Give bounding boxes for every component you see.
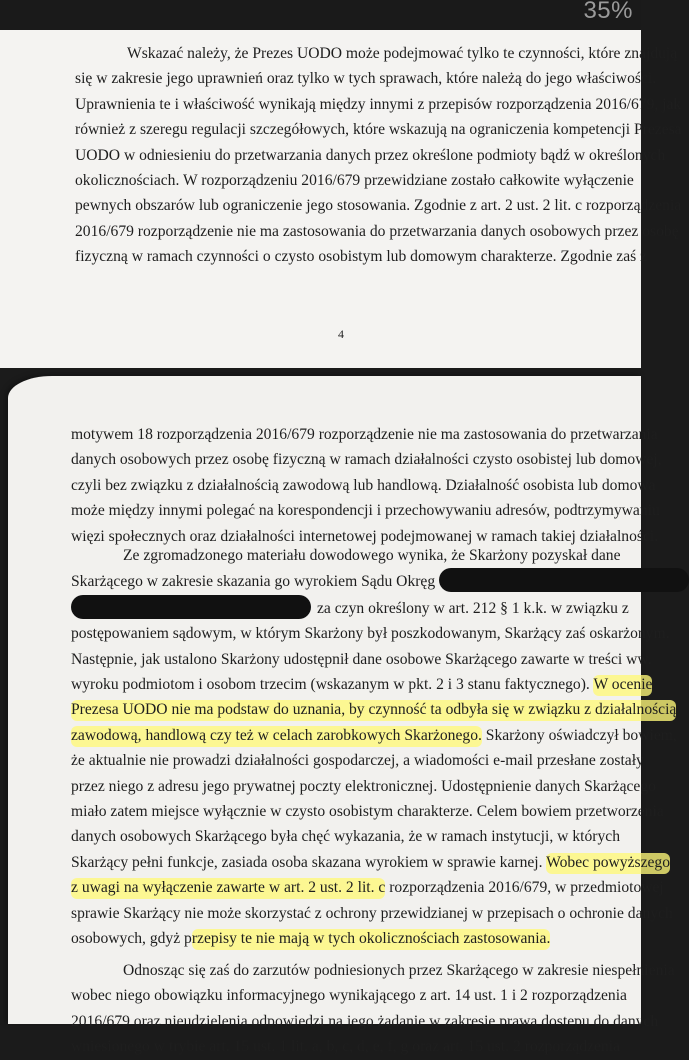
text-segment: rozporządzenia 2016/679, w przedmiotowej [385,879,664,897]
text-line [71,926,620,951]
paragraph-3 [71,958,675,1060]
text-line: więzi społecznych oraz działalności internetowej podejmowanej w ramach takiej działalności. [71,527,659,545]
text-line: 2016/679 rozporządzenie nie ma zastosowania do przetwarzania danych osobowych przez osobę [75,222,679,240]
text-segment: wyroku podmiotom i osobom trzecim (wskazanym w pkt. 2 i 3 stanu faktycznego). [71,676,594,694]
text-line: również z szeregu regulacji szczegółowych, które wskazują na ograniczenia kompetencji Prezesa [75,121,682,139]
highlighted-text: Prezesa UODO nie ma podstaw do uznania, by czynność ta odbyła się w związku z działalnością [71,700,676,721]
document-page-top [0,30,682,368]
text-line: UODO w odniesieniu do przetwarzania danych przez określone podmioty bądź w określonych [75,146,666,164]
text-segment: Skarżony oświadczył bowiem, [481,726,677,744]
paragraph-2 [71,543,677,952]
redaction-mark [71,595,311,619]
text-segment: Skarżącego w zakresie skazania go wyrokiem Sądu Okręg [71,573,436,591]
text-line: okolicznościach. W rozporządzeniu 2016/679 przewidziane zostało całkowite wyłączenie [75,172,634,190]
text-line: 2016/679 oraz nieudzielenia odpowiedzi na jego żądanie w zakresie prawa dostępu do danych [71,1012,659,1030]
status-bar [0,0,641,30]
text-line: postępowaniem sądowym, w którym Skarżony był poszkodowanym, Skarżący zaś oskarżonym. [71,625,670,643]
text-line: danych osobowych przez osobę fizyczną w ramach działalności czysto osobistej lub domowej, [71,451,662,469]
text-line: wobec niego obowiązku informacyjnego wynikającego z art. 14 ust. 1 i 2 rozporządzenia [71,987,627,1005]
paragraph-1 [71,422,662,549]
paragraph-top [75,41,682,270]
text-line: fizyczną w ramach czynności o czysto osobistym lub domowym charakterze. Zgodnie zaś z [75,248,648,266]
document-page-bottom [8,376,677,1056]
redaction-mark [439,568,689,592]
text-line: przez niego z adresu jego prywatnej poczty elektronicznej. Udostępnienie danych Skarżącego [71,777,656,795]
text-line: Odnosząc się zaś do zarzutów podniesionych przez Skarżącego w zakresie niespełnienia [123,962,675,979]
text-line: wniesionego w trybie art. 15 ust. 1 lit. a, b, c, d, e, f, g oraz art. 15 ust. 2 rozporządzenia [71,1038,620,1056]
highlighted-text: Wobec powyższego [546,853,670,874]
page-number: 4 [338,327,344,341]
text-line: może między innymi polegać na korespondencji i przechowywaniu adresów, podtrzymywaniu [71,502,660,520]
battery-level: 35% [583,0,633,24]
text-line [71,697,677,722]
highlighted-text: z uwagi na wyłączenie zawarte w art. 2 ust. 2 lit. c [71,878,385,899]
text-line: sprawie Skarżący nie może skorzystać z ochrony przewidzianej w przepisach o ochronie danych [71,904,673,922]
text-line [71,568,620,594]
text-line [71,723,677,748]
text-line [71,875,664,900]
highlighted-text: rzepisy te nie mają w tych okolicznościach zastosowania. [192,929,551,950]
highlighted-text: zawodową, handlową czy też w celach zarobkowych Skarżonego. [71,726,482,747]
text-line [71,672,653,697]
text-line: motywem 18 rozporządzenia 2016/679 rozporządzenie nie ma zastosowania do przetwarzania [71,426,658,443]
highlighted-text: W ocenie [593,675,652,696]
text-line: Ze zgromadzonego materiału dowodowego wynika, że Skarżony pozyskał dane [123,547,621,564]
text-line: czyli bez związku z działalnością zawodową lub handlową. Działalność osobista lub domowa [71,476,656,494]
text-line [71,850,671,875]
text-line: Następnie, jak ustalono Skarżony udostępnił dane osobowe Skarżącego zawarte w treści ww. [71,650,652,668]
text-segment: osobowych, gdyż p [71,930,192,948]
text-segment: Skarżący pełni funkcje, zasiada osoba skazana wyrokiem w sprawie karnej. [71,853,547,871]
text-line: że aktualnie nie prowadzi działalności gospodarczej, a wiadomości e-mail przesłane zostały [71,752,644,770]
text-line: pewnych obszarów lub ograniczenie jego stosowania. Zgodnie z art. 2 ust. 2 lit. c rozporządzenia [75,197,682,215]
text-line: Wskazać należy, że Prezes UODO może podejmować tylko te czynności, które znajdują [127,45,678,62]
text-line: się w zakresie jego uprawnień oraz tylko w tych sprawach, które należą do jego właściwości. [75,70,657,88]
text-segment: za czyn określony w art. 212 § 1 k.k. w związku z [317,599,629,617]
text-line: danych osobowych Skarżącego była chęć wykazania, że w ramach instytucji, w których [71,828,620,846]
text-line: Uprawnienia te i właściwość wynikają między innymi z przepisów rozporządzenia 2016/679, jak [75,95,682,113]
text-line [71,595,629,621]
text-line: miało zatem miejsce wyłącznie w czysto osobistym charakterze. Celem bowiem przetworzenia [71,803,664,821]
